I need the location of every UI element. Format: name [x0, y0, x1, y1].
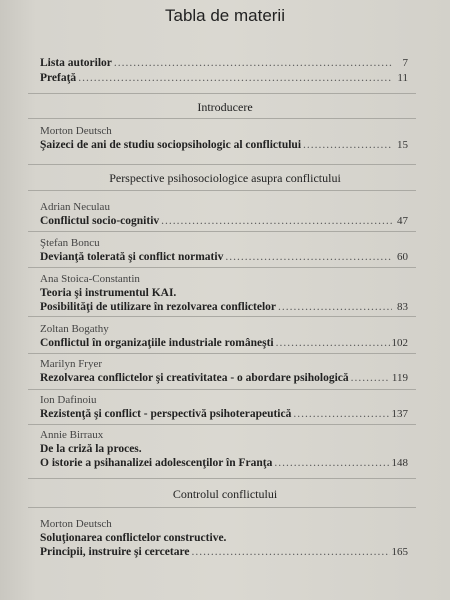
divider	[28, 478, 416, 479]
entry-title: Conflictul în organizaţiile industriale româneşti	[40, 337, 274, 349]
entry-title: Lista autorilor	[40, 57, 112, 69]
entry-title: Rezistenţă şi conflict - perspectivă psihoterapeutică	[40, 408, 292, 420]
entry-author: Annie Birraux	[40, 429, 104, 441]
page-number: 148	[391, 457, 408, 469]
entry-author: Morton Deutsch	[40, 518, 112, 530]
leader-dots	[278, 300, 392, 314]
leader-dots	[225, 250, 392, 264]
leader-dots	[276, 336, 390, 350]
entry-author: Ion Dafinoiu	[40, 394, 97, 406]
page-number: 11	[397, 72, 408, 84]
leader-dots	[274, 456, 389, 470]
divider	[28, 118, 416, 119]
toc-entry	[40, 393, 408, 421]
divider	[28, 389, 416, 390]
entry-title: Rezolvarea conflictelor şi creativitatea - o abordare psihologică	[40, 372, 349, 384]
entry-title: Posibilităţi de utilizare în rezolvarea conflictelor	[40, 301, 277, 313]
toc-entry	[40, 517, 408, 559]
toc-entry	[40, 236, 408, 264]
toc-entry-prefata	[40, 71, 408, 85]
entry-author: Marilyn Fryer	[40, 358, 103, 370]
entry-title: O istorie a psihanalizei adolescenţilor în Franţa	[40, 457, 273, 469]
leader-dots	[191, 545, 389, 559]
divider	[28, 424, 416, 425]
entry-author: Zoltan Bogathy	[40, 323, 109, 335]
leader-dots	[293, 407, 389, 421]
toc-entry-lista-autorilor	[40, 56, 408, 70]
page-number: 83	[397, 301, 408, 313]
page-number: 47	[397, 215, 408, 227]
entry-title: Şaizeci de ani de studiu sociopsihologic al conflictului	[40, 139, 302, 151]
page-number: 102	[391, 337, 408, 349]
divider	[28, 164, 416, 165]
divider	[28, 507, 416, 508]
entry-title: Prefaţă	[40, 72, 77, 84]
leader-dots	[303, 138, 392, 152]
leader-dots	[78, 71, 392, 85]
page-number: 60	[397, 251, 408, 263]
entry-title: De la criză la proces.	[40, 443, 142, 455]
entry-author: Morton Deutsch	[40, 125, 112, 137]
toc-entry	[40, 272, 408, 314]
page-number: 15	[397, 139, 408, 151]
divider	[28, 353, 416, 354]
entry-title: Teoria şi instrumentul KAI.	[40, 287, 177, 299]
page-number: 137	[391, 408, 408, 420]
entry-author: Adrian Neculau	[40, 201, 110, 213]
divider	[28, 267, 416, 268]
divider	[28, 231, 416, 232]
toc-entry	[40, 428, 408, 470]
divider	[28, 316, 416, 317]
entry-author: Ştefan Boncu	[40, 237, 100, 249]
page-number: 7	[402, 57, 408, 69]
entry-title: Soluţionarea conflictelor constructive.	[40, 532, 227, 544]
divider	[28, 93, 416, 94]
page-number: 119	[391, 372, 408, 384]
entry-title: Conflictul socio-cognitiv	[40, 215, 160, 227]
page-title: Tabla de materii	[164, 6, 285, 25]
section-heading-controlul: Controlul conflictului	[172, 487, 278, 501]
leader-dots	[351, 371, 390, 385]
divider	[28, 190, 416, 191]
section-heading-introducere: Introducere	[197, 100, 253, 114]
toc-entry	[40, 200, 408, 228]
leader-dots	[161, 214, 392, 228]
entry-title: Principii, instruire şi cercetare	[40, 546, 190, 558]
page-number: 165	[391, 546, 408, 558]
toc-entry	[40, 124, 408, 152]
section-heading-perspective: Perspective psihosociologice asupra conflictului	[109, 171, 341, 185]
leader-dots	[114, 56, 392, 70]
entry-title: Devianţă tolerată şi conflict normativ	[40, 251, 224, 263]
toc-entry	[40, 322, 408, 350]
toc-entry	[40, 357, 408, 385]
entry-author: Ana Stoica-Constantin	[40, 273, 140, 285]
